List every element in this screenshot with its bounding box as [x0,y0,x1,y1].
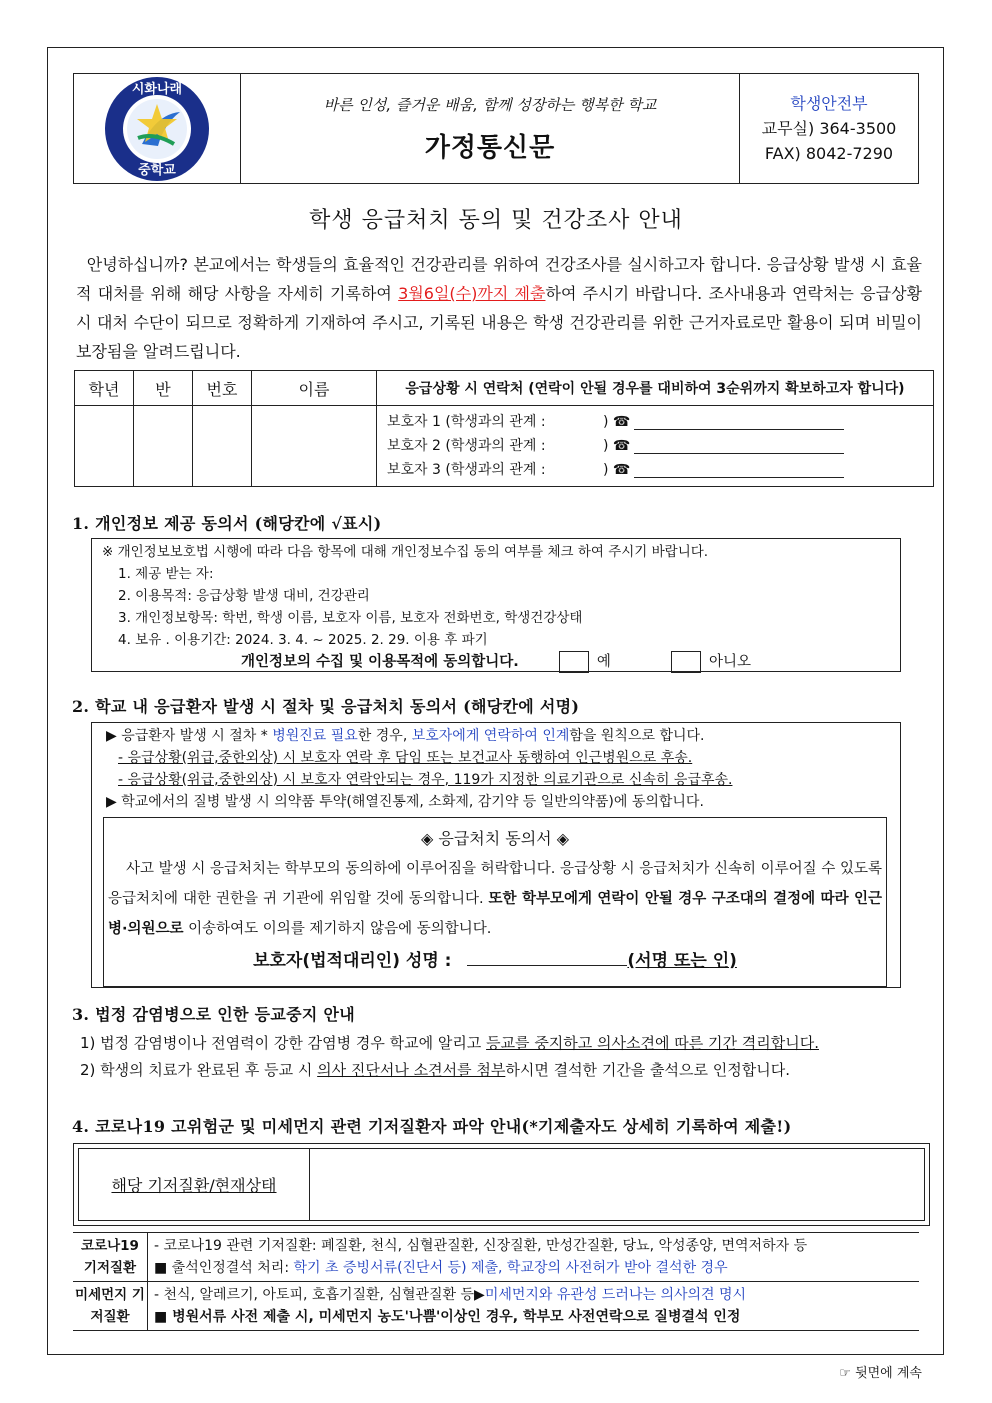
contact-info [740,74,918,183]
no-checkbox[interactable] [671,651,701,673]
privacy-agree-row [102,651,890,673]
header-name: 이름 [252,371,377,406]
category-covid: 코로나19 기저질환 [73,1233,148,1282]
privacy-item: 3. 개인정보항목: 학번, 학생 이름, 보호자 이름, 보호자 전화번호, 학생건강상태 [118,610,583,626]
condition-category-table [73,1232,919,1331]
grade-cell[interactable] [75,406,134,487]
letterhead-center [241,74,740,183]
privacy-agree-text: 개인정보의 수집 및 이용목적에 동의합니다. [240,654,519,670]
section3-heading: 3. 법정 감염병으로 인한 등교중지 안내 [72,1005,355,1024]
phone-icon: ☎ [612,414,631,430]
phone-icon: ☎ [612,462,631,478]
category-dust: 미세먼지 기저질환 [73,1282,148,1331]
letterhead [73,73,919,184]
newsletter-title: 가정통신문 [424,132,556,163]
privacy-consent-box [91,538,901,672]
fax-number: FAX) 8042-7290 [764,144,894,163]
phone-blank[interactable] [634,438,844,454]
procedure-line-1: ▶ 응급환자 발생 시 절차 * 병원진료 필요한 경우, 보호자에게 연락하여 인계함을 원칙으로 합니다. [106,728,705,744]
section4-heading: 4. 코로나19 고위험군 및 미세먼지 관련 기저질환자 파악 안내(*기제출자도 상세히 기록하여 제출!) [72,1117,792,1136]
covid-attendance: ■ 출석인정결석 처리: 학기 초 증빙서류(진단서 등) 제출, 학교장의 사전허가 받아 결석한 경우 [154,1260,728,1276]
no-label: 아니오 [709,654,752,670]
yes-checkbox[interactable] [559,651,589,673]
procedure-line-4: ▶ 학교에서의 질병 발생 시 의약품 투약(해열진통제, 소화제, 감기약 등 일반의약품)에 동의합니다. [106,794,704,810]
intro-paragraph [76,250,922,366]
condition-input[interactable] [310,1149,924,1220]
emergency-consent-box [103,817,887,987]
name-cell[interactable] [252,406,377,487]
guardian-2[interactable]: 보호자 2 (학생과의 관계 : ) ☎ [387,434,933,458]
infection-notice [80,1030,930,1084]
table-header-row [75,371,934,406]
intro-text-2: 하여 주시기 바랍니다. 조사내용과 연락처는 응급상황 시 대처 수단이 되므로 정확하게 기재하여 주시고, 기록된 내용은 학생 건강관리를 위한 근거자료로만 활용이 되며 비밀이 보장됨을 알려드립니다. [76,284,922,361]
dust-conditions: - 천식, 알레르기, 아토피, 호흡기질환, 심혈관질환 등▶미세먼지와 유관성 드러나는 의사의견 명시 [154,1287,747,1303]
table-row [73,1233,919,1282]
privacy-item: 2. 이용목적: 응급상황 발생 대비, 건강관리 [118,588,370,604]
student-info-table [74,370,934,487]
consent-text: 사고 발생 시 응급처치는 학부모의 동의하에 이루어짐을 허락합니다. 응급상황 시 응급처치가 신속히 이루어질 수 있도록 응급처치에 대한 권한을 귀 기관에 위임할 것에 동의합니다. 또한 학부모에게 연락이 안될 경우 구조대의 결정에 따라 인근 병·의원으로 이송하여도 이의를 제기하지 않음에 동의합니다. [108,861,882,937]
class-cell[interactable] [134,406,193,487]
section1-heading: 1. 개인정보 제공 동의서 (해당칸에 √표시) [72,514,382,533]
procedure-line-2: - 응급상황(위급,중한외상) 시 보호자 연락 후 담임 또는 보건교사 동행하여 인근병원으로 후송. [118,750,693,766]
signature-suffix: (서명 또는 인) [627,951,737,971]
yes-label: 예 [596,654,611,670]
header-grade: 학년 [75,371,134,406]
signature-field[interactable] [467,947,627,966]
phone-icon: ☎ [612,438,631,454]
condition-box [73,1143,930,1226]
condition-label: 해당 기저질환/현재상태 [79,1149,310,1220]
intro-text-1: 안녕하십니까? 본교에서는 학생들의 효율적인 건강관리를 위하여 건강조사를 실시하고자 합니다. 응급상황 발생 시 효율적 대처를 위해 해당 사항을 자세히 기록하여 [76,255,922,303]
phone-blank[interactable] [634,414,844,430]
infection-item-2: 2) 학생의 치료가 완료된 후 등교 시 의사 진단서나 소견서를 첨부하시면 결석한 기간을 출석으로 인정합니다. [80,1061,791,1079]
document-title: 학생 응급처치 동의 및 건강조사 안내 [309,208,683,233]
header-number: 번호 [193,371,252,406]
school-emblem-icon [102,74,212,184]
deadline-text: 3월6일(수)까지 제출 [398,284,546,303]
header-emergency-contact: 응급상황 시 연락처 (연락이 안될 경우를 대비하여 3순위까지 확보하고자 합니다) [377,371,934,406]
guardian-3[interactable]: 보호자 3 (학생과의 관계 : ) ☎ [387,458,933,482]
dust-attendance: ■ 병원서류 사전 제출 시, 미세먼지 농도'나쁨'이상인 경우, 학부모 사전연락으로 질병결석 인정 [154,1309,741,1325]
number-cell[interactable] [193,406,252,487]
consent-title: ◈ 응급처치 동의서 ◈ [420,829,570,848]
svg-text:시화나래: 시화나래 [131,81,183,97]
guardian-1[interactable]: 보호자 1 (학생과의 관계 : ) ☎ [387,410,933,434]
privacy-item: 4. 보유 . 이용기간: 2024. 3. 4. ~ 2025. 2. 29. 이용 후 파기 [118,632,488,648]
signature-row [108,946,882,976]
signature-label: 보호자(법적대리인) 성명 : [253,951,452,971]
office-phone: 교무실) 364-3500 [761,119,897,138]
phone-blank[interactable] [634,462,844,478]
school-logo [74,74,241,183]
emergency-procedure-box [91,722,901,988]
svg-text:중학교: 중학교 [138,162,176,178]
table-input-row [75,406,934,487]
table-row [73,1282,919,1331]
school-motto: 바른 인성, 즐거운 배움, 함께 성장하는 행복한 학교 [323,95,657,114]
procedure-line-3: - 응급상황(위급,중한외상) 시 보호자 연락안되는 경우, 119가 지정한 의료기관으로 신속히 응급후송. [118,772,733,788]
infection-item-1: 1) 법정 감염병이나 전염력이 강한 감염병 경우 학교에 알리고 등교를 중지하고 의사소견에 따른 기간 격리합니다. [80,1034,819,1052]
header-class: 반 [134,371,193,406]
covid-conditions: - 코로나19 관련 기저질환: 폐질환, 천식, 심혈관질환, 신장질환, 만성간질환, 당뇨, 악성종양, 면역저하자 등 [154,1238,808,1254]
continue-note: ☞ 뒷면에 계속 [839,1366,922,1381]
privacy-notice: ※ 개인정보보호법 시행에 따라 다음 항목에 대해 개인정보수집 동의 여부를 체크 하여 주시기 바랍니다. [102,544,709,560]
section2-heading: 2. 학교 내 응급환자 발생 시 절차 및 응급처치 동의서 (해당칸에 서명) [72,697,580,716]
guardian-contacts [377,406,934,487]
department-name: 학생안전부 [790,94,868,113]
privacy-item: 1. 제공 받는 자: [118,566,214,582]
